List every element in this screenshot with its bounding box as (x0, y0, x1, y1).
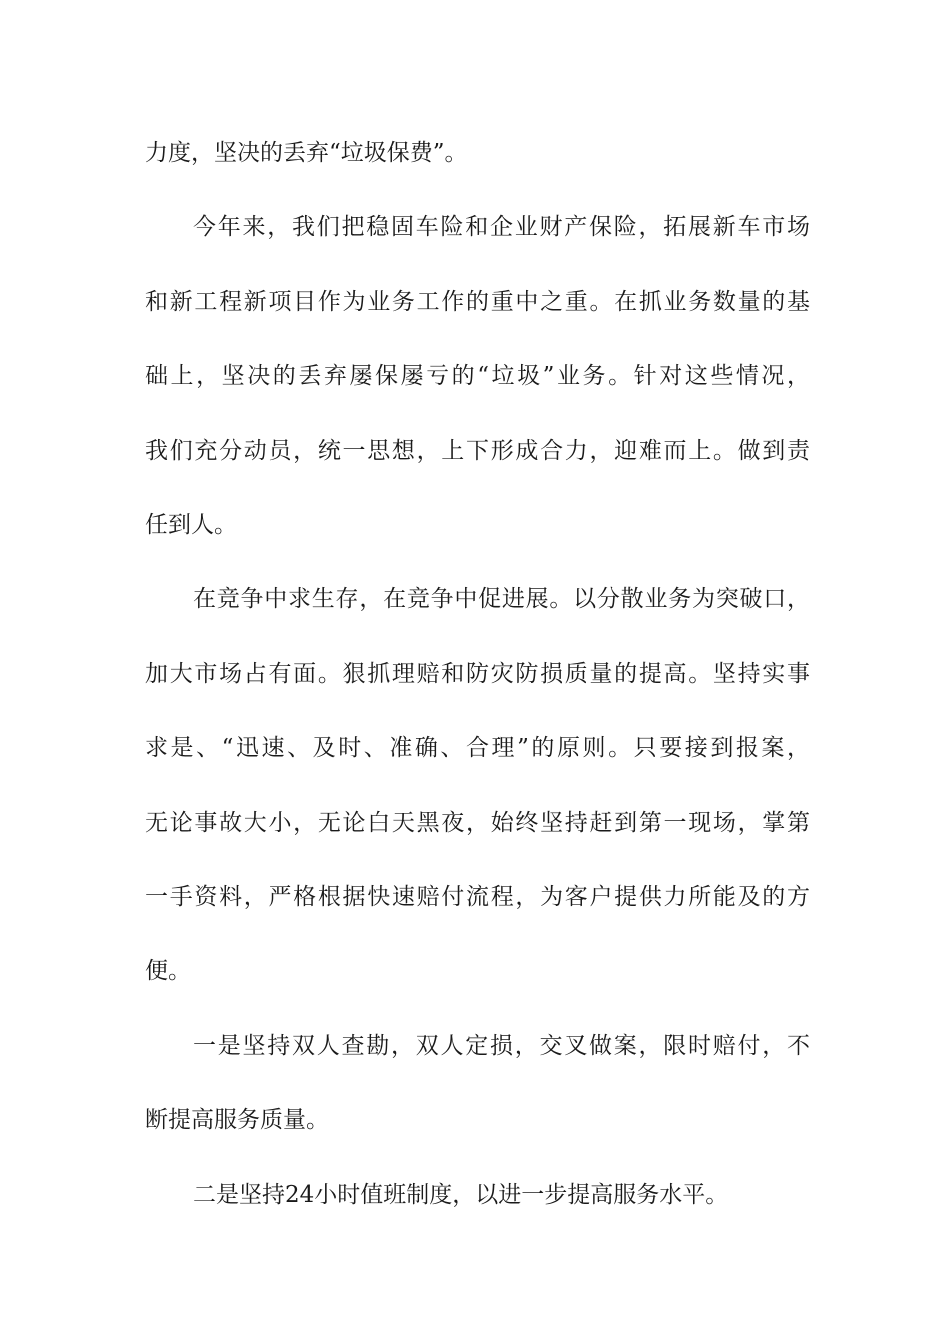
text-line: 便。 (145, 958, 191, 984)
text-line: 力度，坚决的丢弃“垃圾保费”。 (145, 140, 468, 166)
text-line: 二是坚持24小时值班制度，以进一步提高服务水平。 (193, 1182, 729, 1208)
text-line: 在竞争中求生存，在竞争中促进展。以分散业务为突破口， (193, 586, 810, 612)
text-line: 我们充分动员，统一思想，上下形成合力，迎难而上。做到责 (145, 438, 810, 464)
text-line: 断提高服务质量。 (145, 1107, 329, 1133)
text-line: 一是坚持双人查勘，双人定损，交叉做案，限时赔付，不 (193, 1033, 810, 1059)
text-line: 任到人。 (145, 512, 237, 538)
text-line: 础上，坚决的丢弃屡保屡亏的“垃圾”业务。针对这些情况， (145, 363, 810, 389)
text-line: 求是、“迅速、及时、准确、合理”的原则。只要接到报案， (145, 735, 810, 761)
text-line: 一手资料，严格根据快速赔付流程，为客户提供力所能及的方 (145, 884, 810, 910)
text-line: 和新工程新项目作为业务工作的重中之重。在抓业务数量的基 (145, 289, 810, 315)
text-line: 加大市场占有面。狠抓理赔和防灾防损质量的提高。坚持实事 (145, 661, 810, 687)
text-line: 无论事故大小，无论白天黑夜，始终坚持赶到第一现场，掌第 (145, 810, 810, 836)
text-line: 今年来，我们把稳固车险和企业财产保险，拓展新车市场 (193, 214, 810, 240)
